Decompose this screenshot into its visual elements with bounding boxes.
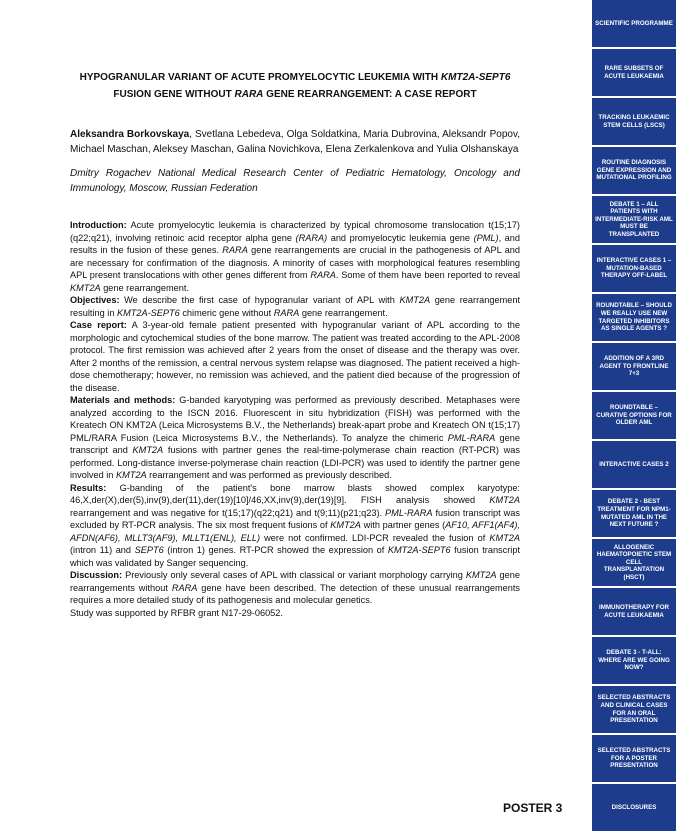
abstract-text: with partner genes ( (360, 520, 446, 530)
sidebar-nav-item[interactable]: INTERACTIVE CASES 2 (592, 441, 676, 488)
abstract-text: were not confirmed. LDI-PCR revealed the fusion of (260, 532, 490, 543)
sidebar-nav-item[interactable]: ROUNDTABLE – CURATIVE OPTIONS FOR OLDER AML (592, 392, 676, 439)
abstract-text: , and results in the fusion of these genes. (70, 232, 521, 255)
gene-name: KMT2A (115, 470, 147, 480)
abstract-text: G-banding of the patient's bone marrow blasts showed complex karyotype: 46,X,der(X),der(5),inv(9),der(11),der(19)[10]/46,XX,inv(9),der(19)[9]. FISH analysis showed (70, 482, 520, 505)
gene-name: KMT2A (489, 495, 520, 505)
sidebar-nav-item[interactable]: TRACKING LEUKAEMIC STEM CELLS (LSCS) (592, 98, 676, 145)
abstract-paragraph (70, 569, 520, 607)
abstract-text: chimeric gene without (179, 307, 274, 318)
lead-author: Aleksandra Borkovskaya (70, 129, 190, 140)
title-text-2: FUSION GENE WITHOUT (113, 89, 235, 100)
abstract-paragraph (70, 394, 520, 482)
abstract-paragraph (70, 219, 520, 294)
sidebar-nav-item[interactable]: DEBATE 3 - T-ALL: WHERE ARE WE GOING NOW? (592, 637, 676, 684)
sidebar-nav-item[interactable]: RARE SUBSETS OF ACUTE LEUKAEMIA (592, 49, 676, 96)
gene-name: PML-RARA (447, 432, 496, 443)
abstract-text: We describe the first case of hypogranular variant of APL with (119, 295, 400, 305)
gene-name: KMT2A (399, 295, 431, 305)
section-label: Results: (70, 482, 107, 493)
gene-name: KMT2A-SEPT6 (387, 545, 451, 555)
sidebar-nav-item[interactable]: ADDITION OF A 3RD AGENT TO FRONTLINE 7+3 (592, 343, 676, 390)
gene-name: KMT2A (489, 532, 520, 543)
abstract-body (70, 219, 520, 619)
gene-name: KMT2A (330, 520, 361, 530)
abstract-text: (intron 1) genes. RT-PCR showed the expression of (163, 545, 388, 555)
sidebar-nav-item[interactable]: DISCLOSURES (592, 784, 676, 831)
sidebar-nav-item[interactable]: DEBATE 1 – ALL PATIENTS WITH INTERMEDIATE-RISK AML MUST BE TRANSPLANTED (592, 196, 676, 243)
abstract-text: gene rearrangement. (100, 282, 189, 293)
sidebar-nav (592, 0, 676, 832)
gene-name: (RARA) (295, 232, 328, 243)
abstract-text: fusions with partner genes the real-time-polymerase chain reaction (RT-PCR) was performed. Long-distance inverse-polymerase chain reaction (LDI-PCR) was used to identify the partner gene involved in (70, 445, 521, 480)
section-label: Objectives: (70, 295, 120, 305)
gene-name: KMT2A (465, 570, 497, 580)
abstract-text: gene rearrangement resulting in (70, 295, 520, 318)
gene-name: RARA (273, 307, 300, 318)
sidebar-nav-item[interactable]: SCIENTIFIC PROGRAMME (592, 0, 676, 47)
sidebar-nav-item[interactable]: INTERACTIVE CASES 1 – MUTATION-BASED THERAPY OFF-LABEL (592, 245, 676, 292)
abstract-text: gene rearrangement. (299, 307, 388, 318)
abstract-text: Previously only several cases of APL with classical or variant morphology carrying (122, 570, 466, 580)
abstract-text: gene rearrangements are crucial in the pathogenesis of APL and are necessary for confirmation of the diagnosis. A minority of cases with morphological features resembling APL present translocations with other genes different from (70, 245, 520, 280)
abstract-text: fusion transcript was excluded by RT-PCR analysis. The six most frequent fusions of (70, 507, 520, 530)
sidebar-nav-item[interactable]: ALLOGENEIC HAEMATOPOIETIC STEM CELL TRANSPLANTATION (HSCT) (592, 539, 676, 586)
section-label: Discussion: (70, 570, 123, 580)
abstract-text: and promyelocytic leukemia gene (327, 232, 474, 243)
abstract-paragraph (70, 607, 520, 620)
author-list (70, 127, 520, 157)
gene-name: KMT2A-SEPT6 (116, 307, 180, 318)
abstract-paragraph (70, 319, 520, 394)
affiliation: Dmitry Rogachev National Medical Research Center of Pediatric Hematology, Oncology and Immunology, Moscow, Russian Federation (70, 168, 520, 194)
gene-name: PML-RARA (385, 507, 433, 518)
gene-name: (PML) (473, 232, 499, 243)
abstract-text: G-banded karyotyping was performed as previously described. Metaphases were analyzed according to the ISCN 2016. Fluorescent in situ hybridization (FISH) was performed with the Kreatech ON KMT2A (Leica Microsystems B.V., the Netherlands) break-apart probe and Kreatech ON t(15;17) PML/RARA Fusion (Leica Microsystems B.V., the Netherlands). To analyze the chimeric (70, 395, 520, 443)
abstract-text: (intron 11) and (70, 545, 135, 555)
abstract-text: gene transcript and (70, 432, 520, 455)
abstract-text: rearrangement and was negative for t(15;17)(q22;q21) and t(9;11)(p21;q23). (70, 507, 386, 518)
abstract-text: fusion transcript which was validated by Sanger sequencing. (70, 545, 521, 568)
gene-name: RARA (171, 582, 198, 593)
abstract-paragraph (70, 482, 520, 570)
sidebar-nav-item[interactable]: DEBATE 2 - BEST TREATMENT FOR NPM1-MUTATED AML IN THE NEXT FUTURE ? (592, 490, 676, 537)
gene-name: SEPT6 (134, 545, 164, 555)
gene-name: RARA (310, 270, 336, 280)
gene-name: KMT2A (70, 282, 101, 293)
abstract-text: . Some of them have been reported to reveal (335, 270, 521, 280)
co-authors: , Svetlana Lebedeva, Olga Soldatkina, Maria Dubrovina, Aleksandr Popov, Michael Maschan, Aleksey Maschan, Galina Novichkova, Elena Zerkalenkova and Yulia Olshanskaya (70, 129, 520, 155)
sidebar-nav-item[interactable]: IMMUNOTHERAPY FOR ACUTE LEUKAEMIA (592, 588, 676, 635)
poster-label: POSTER 3 (503, 801, 563, 815)
gene-name: RARA (222, 245, 248, 255)
title-gene-kmt2a-sept6: KMT2A-SEPT6 (440, 72, 511, 83)
section-label: Case report: (70, 320, 127, 330)
gene-name: KMT2A (132, 445, 164, 455)
title-text-1: HYPOGRANULAR VARIANT OF ACUTE PROMYELOCYTIC LEUKEMIA WITH (79, 72, 441, 83)
section-label: Introduction: (70, 220, 127, 230)
sidebar-nav-item[interactable]: SELECTED ABSTRACTS FOR A POSTER PRESENTATION (592, 735, 676, 782)
abstract-text: Acute promyelocytic leukemia is characterized by typical chromosome translocation t(15;17)(q22;q21), involving retinoic acid receptor alpha gene (70, 220, 520, 243)
abstract-text: Study was supported by RFBR grant N17-29-06052. (70, 607, 283, 618)
abstract-paragraph (70, 294, 520, 319)
abstract-text: gene have been described. The detection of these unusual rearrangements requires a more detailed study of its pathogenesis and molecular genetics. (70, 582, 520, 605)
abstract-text: rearrangement and was performed as previously described. (146, 470, 392, 480)
abstract-text: gene rearrangements without (70, 570, 520, 593)
page-title (70, 69, 520, 103)
title-text-3: GENE REARRANGEMENT: A CASE REPORT (263, 89, 477, 100)
sidebar-nav-item[interactable]: ROUTINE DIAGNOSIS GENE EXPRESSION AND MUTATIONAL PROFILING (592, 147, 676, 194)
sidebar-nav-item[interactable]: ROUNDTABLE – SHOULD WE REALLY USE NEW TARGETED INHIBITORS AS SINGLE AGENTS ? (592, 294, 676, 341)
title-gene-rara: RARA (234, 89, 264, 100)
section-label: Materials and methods: (70, 395, 176, 405)
sidebar-nav-item[interactable]: SELECTED ABSTRACTS AND CLINICAL CASES FOR AN ORAL PRESENTATION (592, 686, 676, 733)
abstract-text: A 3-year-old female patient presented with hypogranular variant of APL according to the morphologic and cytochemical studies of the bone marrow. The patient was treated according to the APL-2008 protocol. The first remission was achieved after 2 years from the onset of disease and the therapy was over. After 2 months of the remission, a central nervous system relapse was diagnosed. The patient received a high-dose chemotherapy; however, no remission was achieved, and the patient died because of the progression of the disease. (70, 320, 520, 393)
gene-name: AF10, AFF1(AF4), AFDN(AF6), MLLT3(AF9), MLLT1(ENL), ELL) (70, 520, 520, 543)
